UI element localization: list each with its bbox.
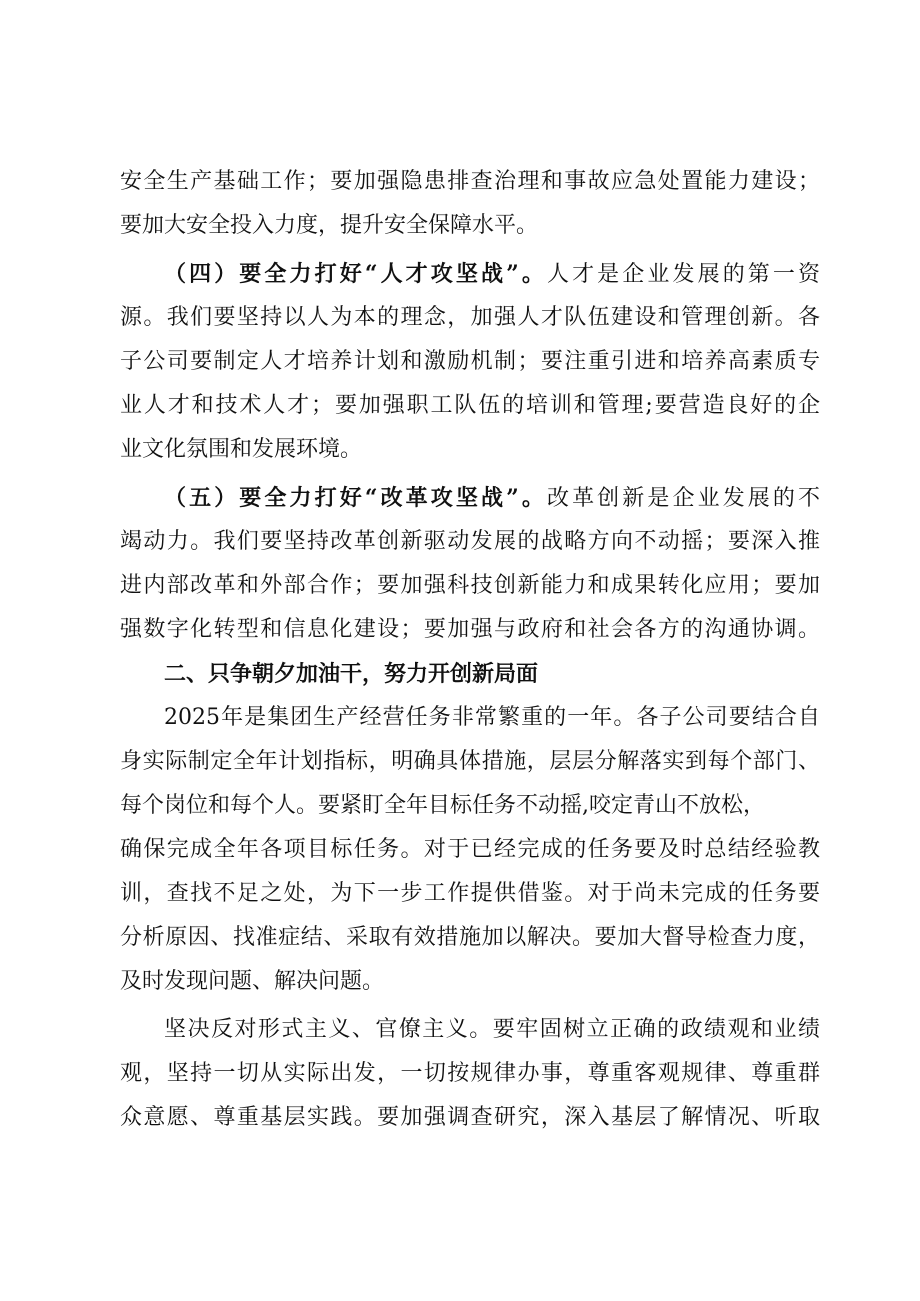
paragraph-line: 每个岗位和每个人。要紧盯全年目标任务不动摇,咬定青山不放松，: [120, 793, 765, 818]
paragraph-first-line: [120, 252, 820, 296]
paragraph-line: 训，查找不足之处，为下一步工作提供借鉴。对于尚未完成的任务要: [120, 881, 820, 906]
subsection-heading-reform: （五）要全力打好“改革攻坚战”。: [164, 485, 547, 511]
paragraph-first-line: 坚决反对形式主义、官僚主义。要牢固树立正确的政绩观和业绩: [164, 1017, 820, 1042]
paragraph-line: 业文化氛围和发展环境。: [120, 437, 363, 462]
paragraph-line: 及时发现问题、解决问题。: [120, 969, 385, 994]
paragraph-first-line: 2025年是集团生产经营任务非常繁重的一年。各子公司要结合自: [164, 705, 820, 730]
paragraph-line: 分析原因、找准症结、采取有效措施加以解决。要加大督导检查力度，: [120, 925, 820, 950]
paragraph-line: 源。我们要坚持以人为本的理念，加强人才队伍建设和管理创新。各: [120, 305, 820, 330]
paragraph-line: 观，坚持一切从实际出发，一切按规律办事，尊重客观规律、尊重群: [120, 1061, 820, 1086]
section-heading: 二、只争朝夕加油干，努力开创新局面: [164, 661, 539, 687]
paragraph-line: 强数字化转型和信息化建设；要加强与政府和社会各方的沟通协调。: [120, 617, 820, 642]
paragraph-text: 人才是企业发展的第一资: [546, 262, 820, 287]
paragraph-line: 业人才和技术人才；要加强职工队伍的培训和管理;要营造良好的企: [120, 393, 820, 418]
paragraph-line: 要加大安全投入力度，提升安全保障水平。: [120, 213, 539, 238]
paragraph-line: 确保完成全年各项目标任务。对于已经完成的任务要及时总结经验教: [120, 837, 820, 862]
paragraph-line: 身实际制定全年计划指标，明确具体措施，层层分解落实到每个部门、: [120, 749, 820, 774]
paragraph-text: 改革创新是企业发展的不: [546, 486, 820, 511]
subsection-heading-talent: （四）要全力打好“人才攻坚战”。: [164, 261, 547, 287]
paragraph-line: 竭动力。我们要坚持改革创新驱动发展的战略方向不动摇；要深入推: [120, 529, 820, 554]
document-body: [120, 160, 820, 1140]
paragraph-line: 安全生产基础工作；要加强隐患排查治理和事故应急处置能力建设；: [120, 169, 820, 194]
paragraph-line: 子公司要制定人才培养计划和激励机制；要注重引进和培养高素质专: [120, 349, 820, 374]
paragraph-first-line: [120, 476, 820, 520]
paragraph-line: 众意愿、尊重基层实践。要加强调查研究，深入基层了解情况、听取: [120, 1105, 820, 1130]
paragraph-line: 进内部改革和外部合作；要加强科技创新能力和成果转化应用；要加: [120, 573, 820, 598]
